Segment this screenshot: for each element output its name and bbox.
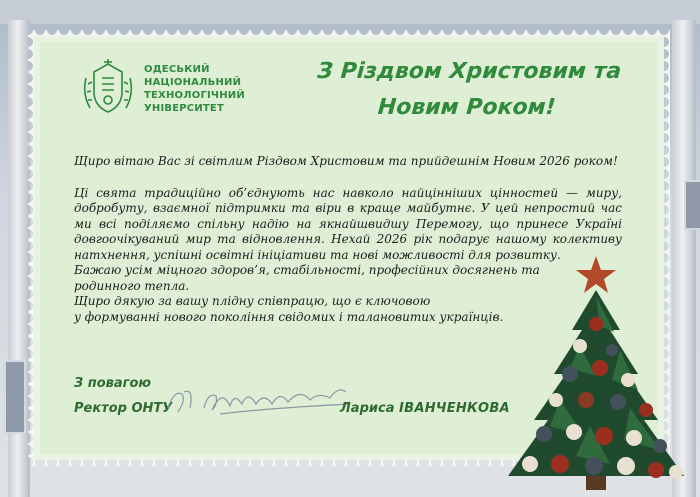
- greeting-title: [295, 54, 640, 126]
- university-name-line: ТЕХНОЛОГІЧНИЙ: [144, 90, 245, 101]
- university-name-line: НАЦІОНАЛЬНИЙ: [144, 77, 242, 88]
- tree-star-icon: [576, 256, 616, 293]
- rector-name: [340, 401, 510, 416]
- greeting-line: Новим Роком!: [376, 95, 557, 120]
- letter-thanks-line: у формуванні нового покоління свідомих і талановитих українців.: [74, 309, 504, 324]
- building-frieze: [0, 0, 700, 24]
- letter-wish-line: родинного тепла.: [74, 278, 190, 293]
- closing-regards: З повагою: [74, 376, 152, 391]
- university-name-line: УНІВЕРСИТЕТ: [144, 103, 224, 114]
- rector-title: Ректор ОНТУ: [74, 401, 173, 416]
- university-name-line: ОДЕСЬКИЙ: [144, 64, 210, 75]
- letter-thanks-line: Щиро дякую за вашу плідну співпрацю, що є ключовою: [74, 294, 431, 308]
- letter-paragraph: Ці свята традиційно об’єднують нас навколо найцінніших цінностей — миру, добробуту, взаємної підтримки та віри в краще майбутнє. У цей непростий час ми всі поділяємо спільну надію на якнайшвидшу Перемогу, що принесе Україні довгоочікуваний мир та відновлення. Нехай 2026 рік подарує нашому колективу натхнення, успішні освітні ініціативи та нові можливості для розвитку.: [74, 185, 622, 262]
- rector-last-name: ІВАНЧЕНКОВА: [399, 401, 510, 416]
- tree-trunk: [586, 476, 606, 490]
- university-logo-icon: [78, 58, 138, 118]
- university-name: [144, 63, 274, 115]
- christmas-tree-icon: [500, 250, 700, 497]
- building-window: [4, 360, 26, 434]
- building-window: [684, 180, 700, 230]
- handwritten-signature-icon: [160, 378, 360, 434]
- greeting-line: З Різдвом Христовим та: [316, 59, 623, 84]
- letter-wish-line: Бажаю усім міцного здоров’я, стабільності, професійних досягнень та: [74, 263, 540, 277]
- letter-intro: Щиро вітаю Вас зі світлим Різдвом Христовим та прийдешнім Новим 2026 роком!: [74, 154, 618, 168]
- rector-first-name: Лариса: [340, 401, 395, 416]
